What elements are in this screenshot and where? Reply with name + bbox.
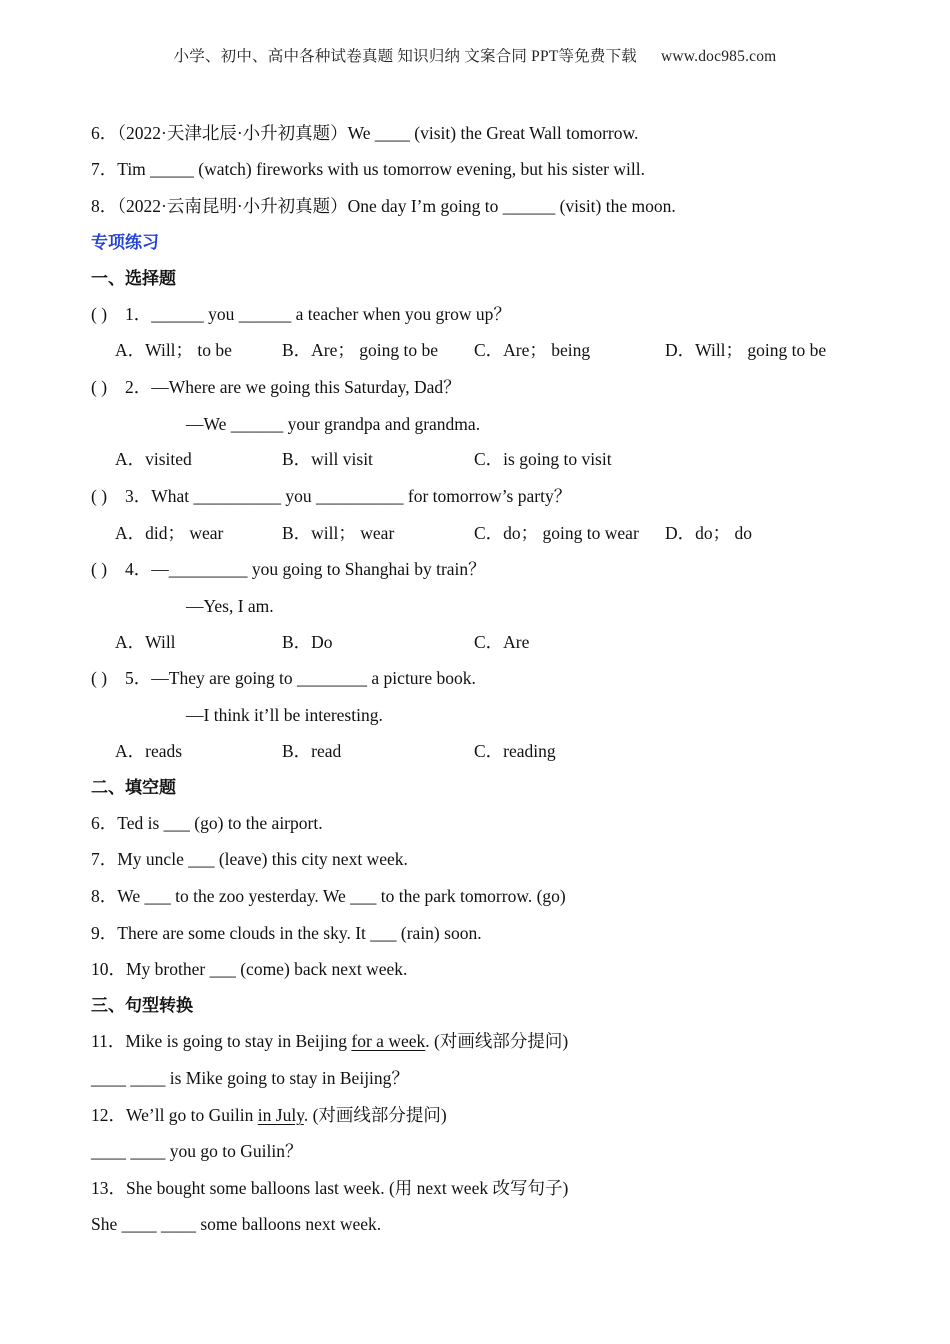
q3-stem: 3．What __________ you __________ for tomorrow’s party？ — [125, 486, 572, 506]
q4-stem-line — [91, 557, 486, 581]
page-header — [0, 44, 950, 66]
q1-option-c: C．Are； being — [474, 340, 591, 360]
q1-stem-line — [91, 302, 511, 326]
fill-item-6: 6．Ted is ___ (go) to the airport. — [91, 813, 323, 833]
q12-before: 12．We’ll go to Guilin — [91, 1105, 258, 1125]
top-item-7: 7．Tim _____ (watch) fireworks with us tomorrow evening, but his sister will. — [91, 159, 645, 179]
q5-answer-paren[interactable]: ( ) — [91, 668, 108, 688]
q3-option-b: B．will； wear — [282, 523, 395, 543]
q5-stem: 5．—They are going to ________ a picture book. — [125, 668, 476, 688]
practice-title: 专项练习 — [91, 233, 159, 253]
q5-option-b: B．read — [282, 741, 342, 761]
q11-underlined: for a week — [351, 1031, 426, 1051]
q12-stem-line — [91, 1103, 447, 1127]
q2-answer-paren[interactable]: ( ) — [91, 377, 108, 397]
top-item-6: 6．（2022·天津北辰·小升初真题）We ____ (visit) the Great Wall tomorrow. — [91, 123, 639, 143]
q3-answer-paren[interactable]: ( ) — [91, 486, 108, 506]
q1-option-d: D．Will； going to be — [665, 340, 827, 360]
top-item-8: 8．（2022·云南昆明·小升初真题）One day I’m going to ______ (visit) the moon. — [91, 196, 676, 216]
q12-underlined: in July — [257, 1105, 304, 1125]
q11-stem-line — [91, 1029, 568, 1053]
q2-stem-line — [91, 375, 461, 399]
q3-stem-line — [91, 484, 571, 508]
q12-after: . (对画线部分提问) — [303, 1105, 447, 1125]
q3-option-a: A．did； wear — [115, 523, 224, 543]
q5-answer-line: —I think it’ll be interesting. — [186, 705, 383, 725]
q4-option-c: C．Are — [474, 632, 530, 652]
q12-answer: ____ ____ you go to Guilin？ — [91, 1141, 303, 1161]
q3-option-c: C．do； going to wear — [474, 523, 639, 543]
q11-answer: ____ ____ is Mike going to stay in Beijing？ — [91, 1068, 409, 1088]
section3-title: 三、句型转换 — [91, 996, 193, 1016]
q1-stem: 1．______ you ______ a teacher when you grow up？ — [125, 304, 511, 324]
fill-item-8: 8．We ___ to the zoo yesterday. We ___ to the park tomorrow. (go) — [91, 886, 566, 906]
section2-title: 二、填空题 — [91, 778, 176, 798]
q4-stem: 4．—_________ you going to Shanghai by train？ — [125, 559, 486, 579]
fill-item-9: 9．There are some clouds in the sky. It ___ (rain) soon. — [91, 923, 482, 943]
q2-answer-line: —We ______ your grandpa and grandma. — [186, 414, 481, 434]
q2-option-a: A．visited — [115, 449, 192, 469]
header-site: www.doc985.com — [660, 48, 777, 65]
q11-after: . (对画线部分提问) — [425, 1031, 569, 1051]
q4-answer-paren[interactable]: ( ) — [91, 559, 108, 579]
section1-title: 一、选择题 — [91, 269, 176, 289]
q2-option-b: B．will visit — [282, 449, 373, 469]
q5-option-c: C．reading — [474, 741, 556, 761]
q11-before: 11．Mike is going to stay in Beijing — [91, 1031, 352, 1051]
q1-option-b: B．Are； going to be — [282, 340, 439, 360]
q2-stem: 2．—Where are we going this Saturday, Dad？ — [125, 377, 461, 397]
q4-option-a: A．Will — [115, 632, 176, 652]
q4-answer-line: —Yes, I am. — [186, 596, 274, 616]
header-text: 小学、初中、高中各种试卷真题 知识归纳 文案合同 PPT等免费下载 — [173, 48, 637, 65]
fill-item-10: 10．My brother ___ (come) back next week. — [91, 959, 408, 979]
q5-stem-line — [91, 666, 476, 690]
q13-stem: 13．She bought some balloons last week. (用 next week 改写句子) — [91, 1178, 569, 1198]
q1-answer-paren[interactable]: ( ) — [91, 304, 108, 324]
q13-answer: She ____ ____ some balloons next week. — [91, 1214, 382, 1234]
q1-option-a: A．Will； to be — [115, 340, 232, 360]
q4-option-b: B．Do — [282, 632, 333, 652]
fill-item-7: 7．My uncle ___ (leave) this city next week. — [91, 849, 408, 869]
q3-option-d: D．do； do — [665, 523, 753, 543]
q2-option-c: C．is going to visit — [474, 449, 612, 469]
q5-option-a: A．reads — [115, 741, 183, 761]
